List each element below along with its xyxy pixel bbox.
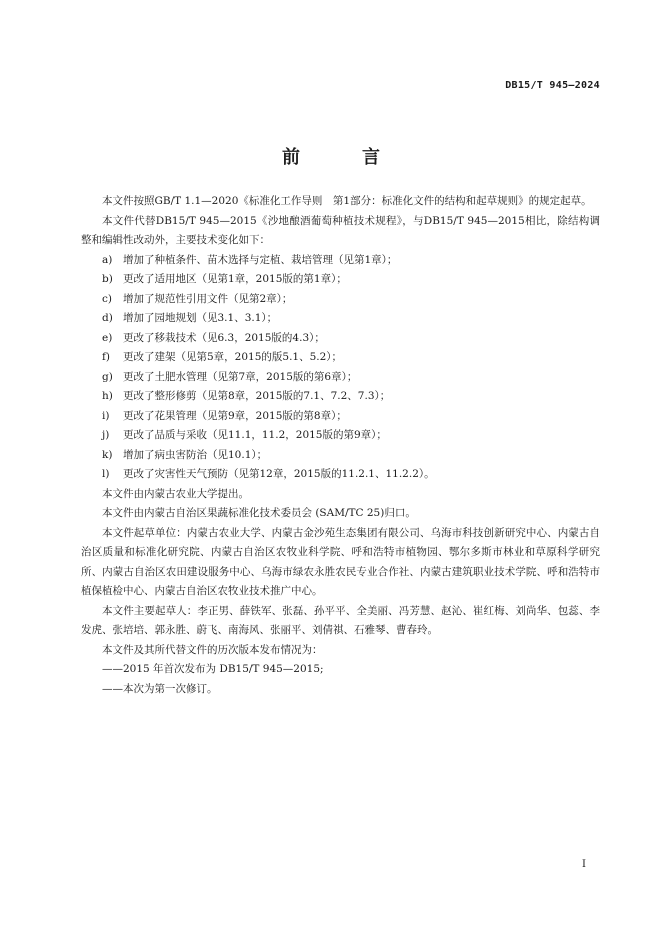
list-marker: h) bbox=[102, 390, 113, 402]
list-item bbox=[81, 465, 600, 485]
list-item-text: 更改了移栽技术（见6.3，2015版的4.3）； bbox=[123, 331, 325, 344]
list-item bbox=[81, 426, 600, 446]
list-item-text: 更改了灾害性天气预防（见第12章，2015版的11.2.1、11.2.2）。 bbox=[123, 468, 435, 480]
foreword-body bbox=[81, 192, 600, 699]
list-item bbox=[81, 290, 600, 310]
list-marker: j) bbox=[102, 429, 110, 441]
paragraph-drafting-units: 本文件起草单位：内蒙古农业大学、内蒙古金沙苑生态集团有限公司、乌海市科技创新研究中心、内蒙古自治区质量和标准化研究院、内蒙古自治区农牧业科学院、呼和浩特市植物园、鄂尔多斯市林业和草原科学研究所、内蒙古自治区农田建设服务中心、乌海市绿农永胜农民专业合作社、内蒙古建筑职业技术学院、呼和浩特市植保植检中心、内蒙古自治区农牧业技术推广中心。 bbox=[81, 526, 600, 597]
paragraph-history-intro: 本文件及其所代替文件的历次版本发布情况为： bbox=[102, 643, 323, 656]
list-item-text: 更改了品质与采收（见11.1，11.2，2015版的第9章）； bbox=[123, 429, 387, 441]
list-item-text: 增加了园地规划（见3.1、3.1）； bbox=[123, 312, 278, 324]
list-item-text: 更改了花果管理（见第9章，2015版的第8章）； bbox=[123, 409, 347, 422]
list-marker: g) bbox=[102, 370, 113, 383]
list-item bbox=[81, 329, 600, 349]
list-item bbox=[81, 270, 600, 290]
list-item bbox=[81, 251, 600, 271]
list-item-text: 更改了整形修剪（见第8章，2015版的7.1、7.2、7.3）； bbox=[123, 390, 391, 402]
document-number: DB15/T 945—2024 bbox=[505, 80, 600, 91]
list-item bbox=[81, 407, 600, 427]
paragraph-proposer: 本文件由内蒙古农业大学提出。 bbox=[102, 487, 249, 500]
list-marker: a) bbox=[102, 253, 113, 266]
list-item-text: 增加了病虫害防治（见10.1）； bbox=[123, 448, 268, 461]
list-marker: f) bbox=[102, 351, 110, 363]
history-item: ——2015 年首次发布为 DB15/T 945—2015; bbox=[102, 663, 324, 675]
list-item bbox=[81, 309, 600, 329]
list-item bbox=[81, 368, 600, 388]
list-marker: b) bbox=[102, 273, 113, 285]
paragraph-committee: 本文件由内蒙古自治区果蔬标准化技术委员会 (SAM/TC 25)归口。 bbox=[102, 507, 416, 519]
list-item-text: 增加了规范性引用文件（见第2章）； bbox=[123, 292, 293, 305]
list-item-text: 更改了土肥水管理（见第7章，2015版的第6章）； bbox=[123, 370, 358, 383]
list-marker: k) bbox=[102, 448, 113, 461]
page-title: 前 言 bbox=[282, 147, 402, 168]
list-marker: i) bbox=[102, 409, 110, 422]
changes-list bbox=[81, 251, 600, 485]
list-item-text: 更改了适用地区（见第1章，2015版的第1章）； bbox=[123, 273, 347, 285]
list-item bbox=[81, 387, 600, 407]
paragraph-replaces: 本文件代替DB15/T 945—2015《沙地酿酒葡萄种植技术规程》，与DB15/T 945—2015相比，除结构调整和编辑性改动外，主要技术变化如下： bbox=[81, 214, 600, 246]
list-marker: l) bbox=[102, 468, 110, 480]
paragraph-drafters: 本文件主要起草人：李正男、薛铁军、张磊、孙平平、全美丽、冯芳慧、赵沁、崔红梅、刘尚华、包蕊、李发虎、张培培、郭永胜、蔚飞、南海风、张丽平、刘倩祺、石雅琴、曹春玲。 bbox=[81, 604, 600, 636]
list-marker: e) bbox=[102, 331, 113, 344]
list-marker: c) bbox=[102, 292, 112, 305]
paragraph-drafting-rules: 本文件按照GB/T 1.1—2020《标准化工作导则 第1部分：标准化文件的结构和起草规则》的规定起草。 bbox=[102, 195, 592, 207]
list-item bbox=[81, 446, 600, 466]
list-item-text: 增加了种植条件、苗木选择与定植、栽培管理（见第1章）； bbox=[123, 253, 398, 266]
list-item-text: 更改了建架（见第5章，2015的版5.1、5.2）； bbox=[123, 351, 343, 363]
list-marker: d) bbox=[102, 312, 113, 324]
list-item bbox=[81, 348, 600, 368]
history-item: ——本次为第一次修订。 bbox=[102, 682, 218, 695]
page-number: I bbox=[582, 859, 586, 870]
